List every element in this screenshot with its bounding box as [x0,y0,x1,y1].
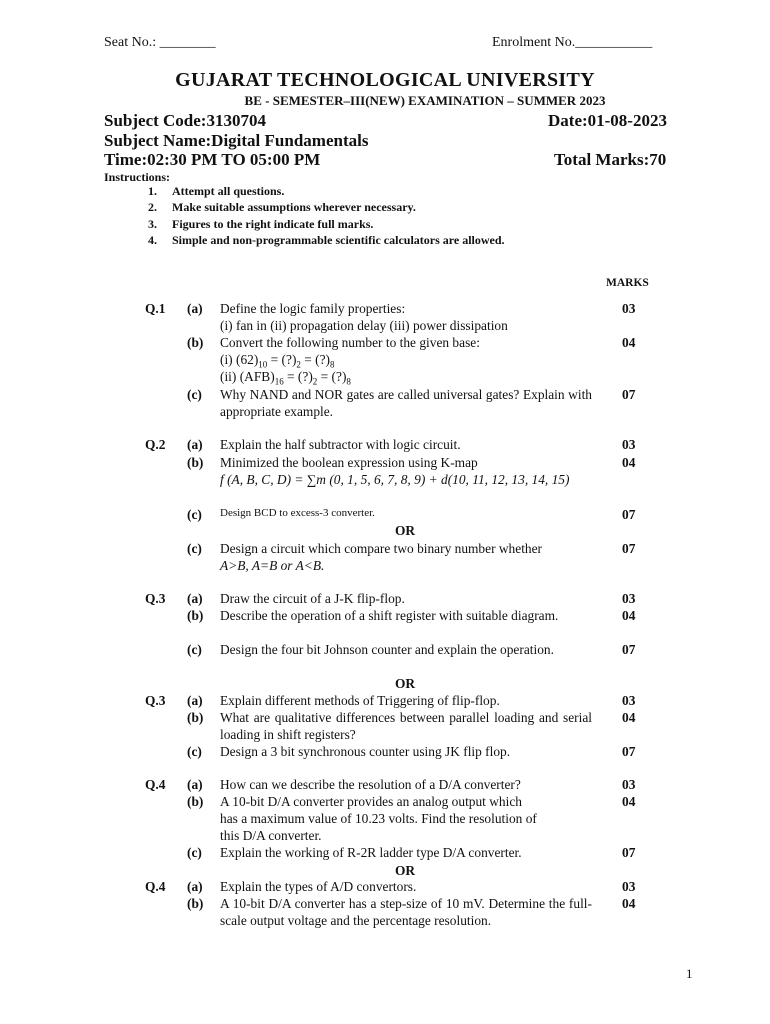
instruction-item: 4. Simple and non-programmable scientific calculators are allowed. [148,233,505,247]
subject-code: Subject Code:3130704 [104,111,266,130]
instructions-title: Instructions: [104,170,171,184]
instruction-item: 3. Figures to the right indicate full marks. [148,217,374,231]
question-number: Q.4 [145,879,166,894]
question-number: Q.3 [145,591,166,606]
instruction-item: 1. Attempt all questions. [148,184,285,198]
exam-title: BE - SEMESTER–III(NEW) EXAMINATION – SUMMER 2023 [244,93,606,108]
question-number: Q.2 [145,437,166,452]
exam-date: Date:01-08-2023 [548,111,667,130]
instruction-item: 2. Make suitable assumptions wherever necessary. [148,200,416,214]
enrolment-number: Enrolment No.___________ [492,35,653,50]
marks-heading: MARKS [606,277,649,289]
subject-name: Subject Name:Digital Fundamentals [104,131,369,150]
seat-number: Seat No.: ________ [104,35,216,50]
question-number: Q.3 [145,693,166,708]
university-title: GUJARAT TECHNOLOGICAL UNIVERSITY [175,69,595,91]
page-number: 1 [686,966,693,981]
exam-time: Time:02:30 PM TO 05:00 PM [104,150,321,169]
question-number: Q.4 [145,777,166,792]
total-marks: Total Marks:70 [554,150,667,169]
question-number: Q.1 [145,301,166,316]
